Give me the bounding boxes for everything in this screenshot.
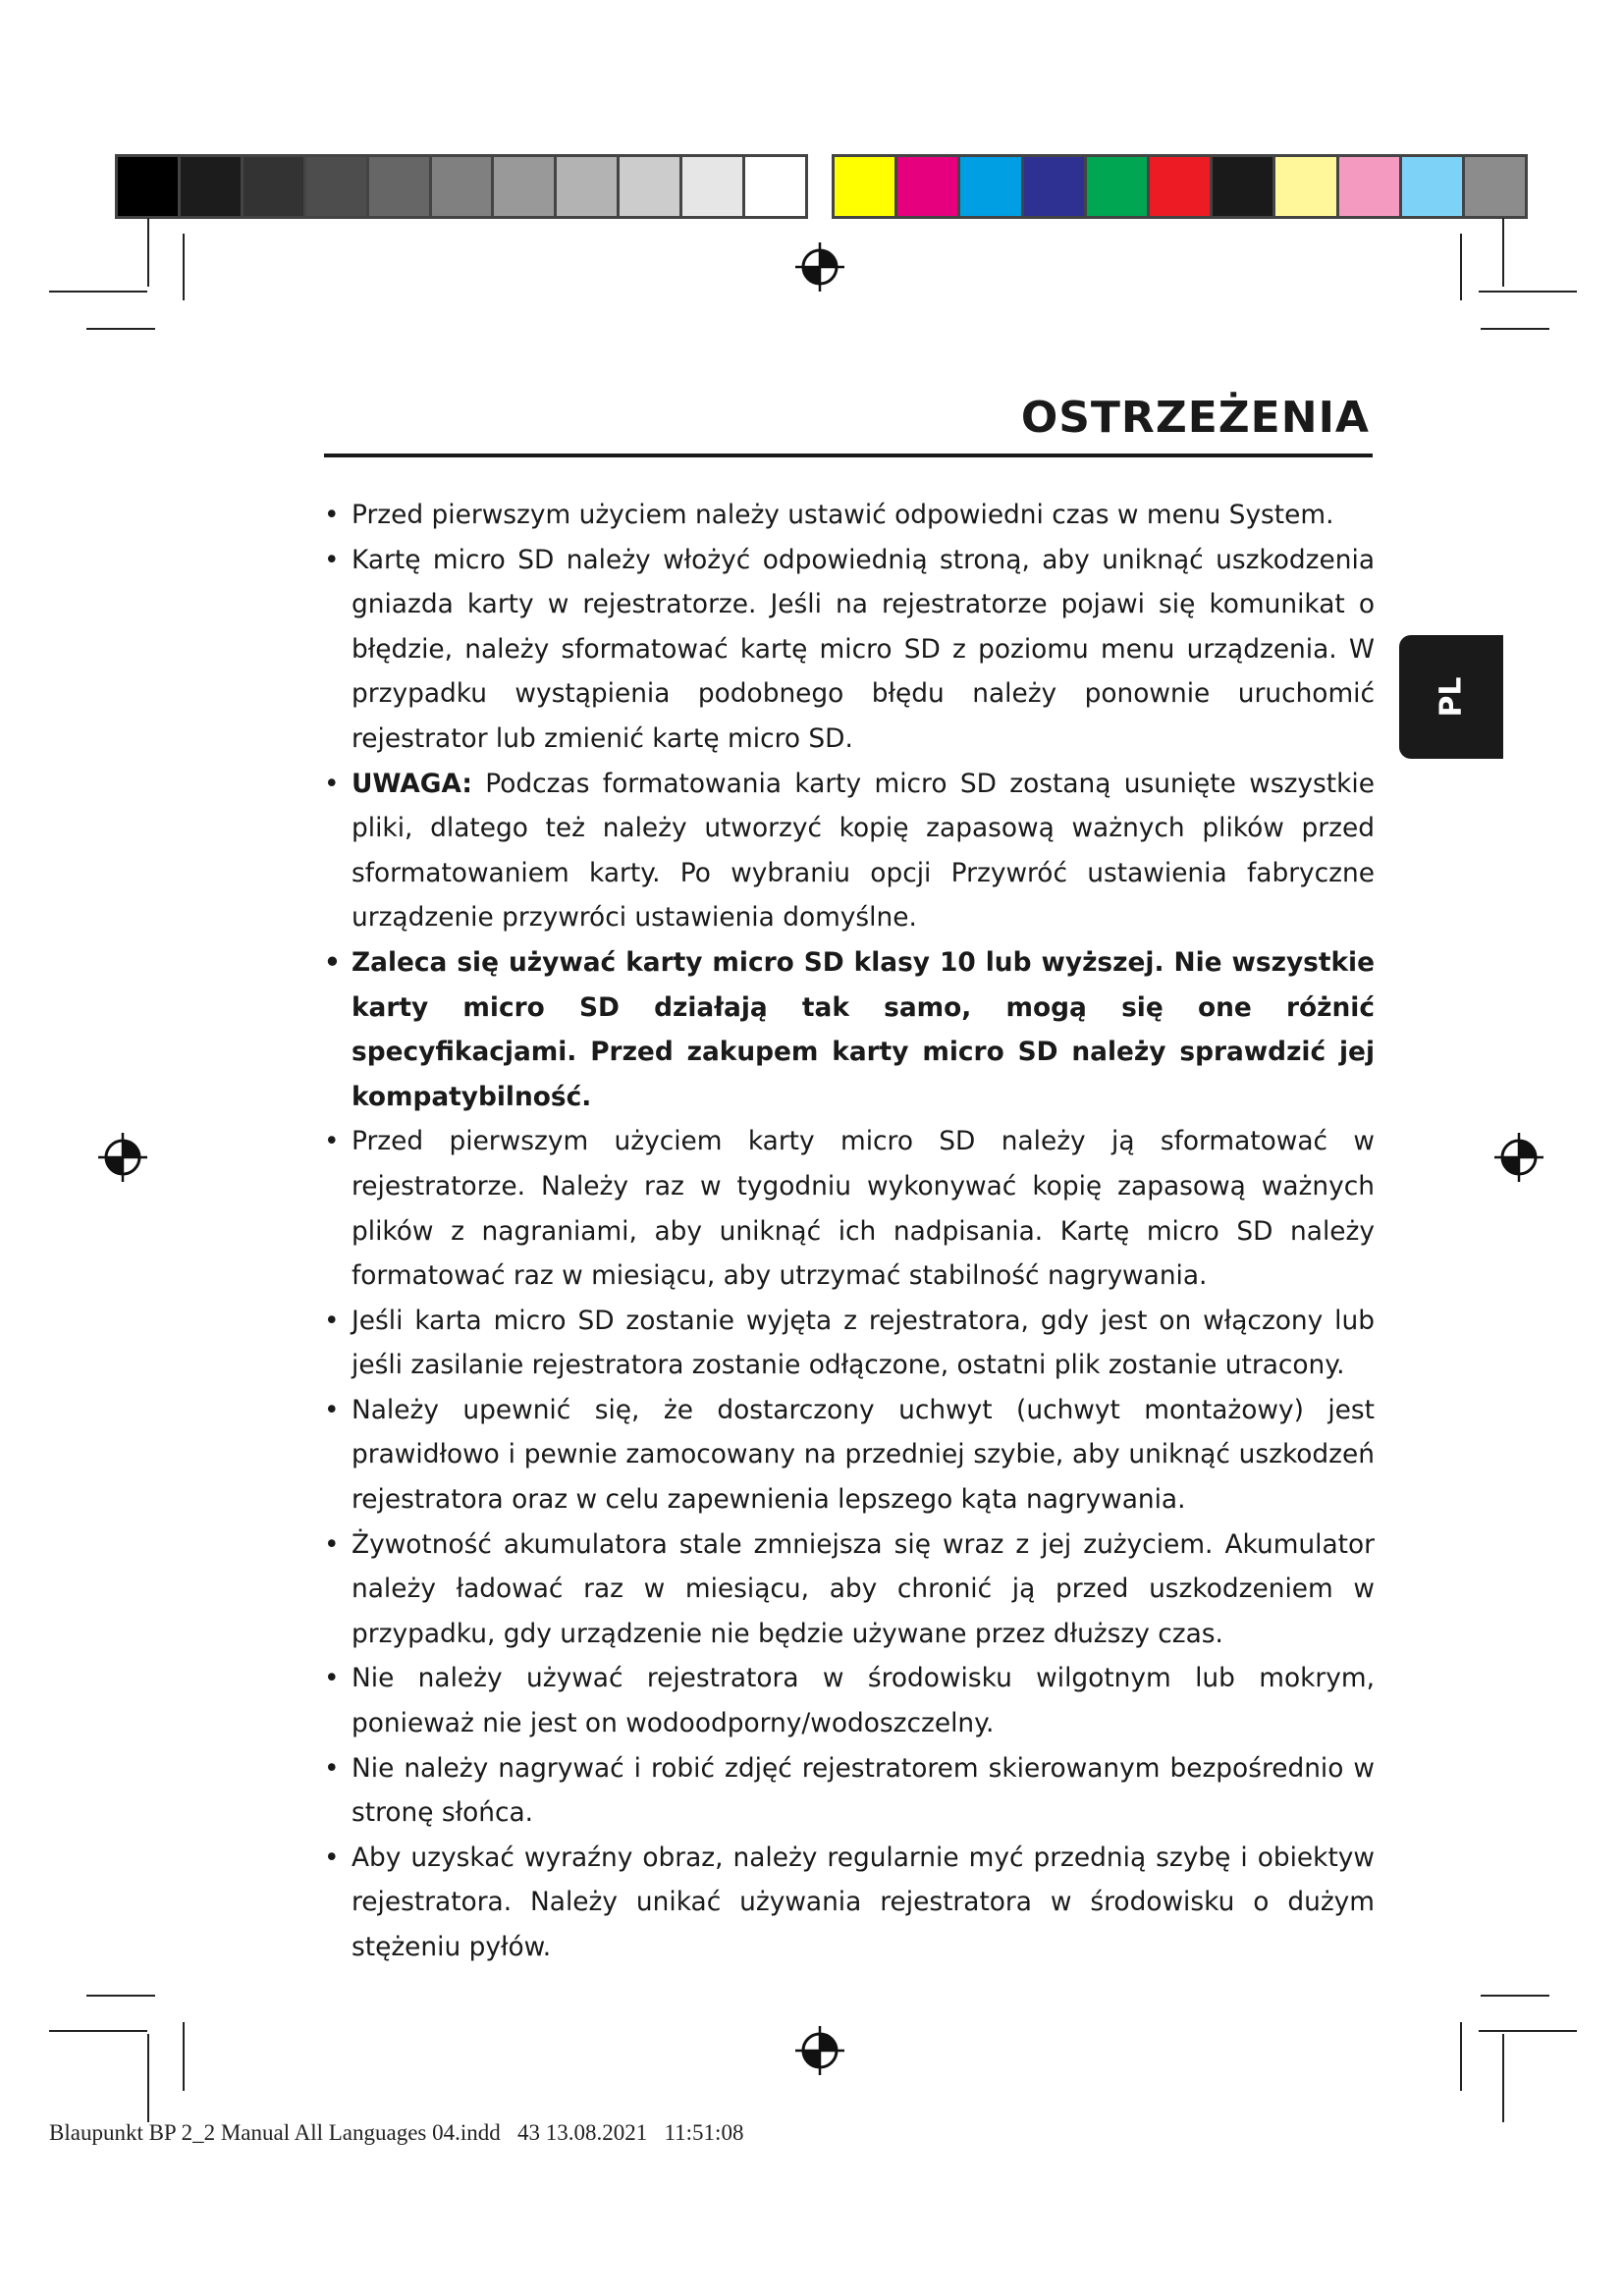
color-swatch (1213, 157, 1275, 216)
warning-text: Kartę micro SD należy włożyć odpowiednią stroną, aby uniknąć uszkodzenia gniazda karty w rejestratorze. Jeśli na rejestratorze pojawi się komunikat o błędzie, należy sformatować kartę micro SD z poziomu menu urządzenia. W przypadku wystąpienia podobnego błędu należy ponownie uruchomić rejestrator lub zmienić kartę micro SD. (352, 544, 1375, 754)
list-item (314, 1836, 1375, 1970)
list-item (314, 762, 1375, 940)
registration-mark-icon (793, 2024, 846, 2077)
grayscale-calibration-bar (115, 154, 808, 219)
warning-text: Przed pierwszym użyciem karty micro SD należy ją sformatować w rejestratorze. Należy raz w tygodniu wykonywać kopię zapasową ważnych plików z nagraniami, aby uniknąć ich nadpisania. Kartę micro SD należy formatować raz w miesiącu, aby utrzymać stabilność nagrywania. (352, 1126, 1375, 1292)
gray-swatch (557, 157, 620, 216)
gray-swatch (306, 157, 369, 216)
language-tab (1399, 635, 1503, 759)
gray-swatch (118, 157, 181, 216)
slug-page: 43 (517, 2120, 541, 2145)
list-item (314, 1299, 1375, 1388)
gray-swatch (682, 157, 745, 216)
crop-mark (1479, 2030, 1577, 2032)
crop-mark (1481, 1995, 1549, 1997)
page-title: OSTRZEŻENIA (1020, 393, 1370, 443)
color-swatch (1275, 157, 1338, 216)
list-item (314, 538, 1375, 762)
color-swatch (835, 157, 897, 216)
gray-swatch (244, 157, 306, 216)
crop-mark (1479, 291, 1577, 293)
warning-text: Nie należy nagrywać i robić zdjęć rejestratorem skierowanym bezpośrednio w stronę słońca. (352, 1752, 1375, 1829)
color-swatch (897, 157, 960, 216)
color-swatch (1339, 157, 1402, 216)
crop-mark (49, 291, 147, 293)
crop-mark (1460, 234, 1462, 300)
print-slug (49, 2120, 743, 2146)
color-swatch (1465, 157, 1525, 216)
crop-mark (1460, 2022, 1462, 2091)
warning-text: Należy upewnić się, że dostarczony uchwyt (uchwyt montażowy) jest prawidłowo i pewnie zamocowany na przedniej szybie, aby uniknąć uszkodzeń rejestratora oraz w celu zapewnienia lepszego kąta nagrywania. (352, 1394, 1375, 1516)
list-item (314, 1119, 1375, 1298)
list-item (314, 1746, 1375, 1836)
color-calibration-bar (832, 154, 1528, 219)
crop-mark (1481, 328, 1549, 330)
language-tab-label: PL (1434, 676, 1469, 718)
slug-file: Blaupunkt BP 2_2 Manual All Languages 04.indd (49, 2120, 501, 2145)
warning-text: Przed pierwszym użyciem należy ustawić odpowiedni czas w menu System. (352, 500, 1334, 530)
list-item (314, 1656, 1375, 1745)
crop-mark (86, 328, 155, 330)
crop-mark (1502, 2034, 1504, 2122)
warning-text: Jeśli karta micro SD zostanie wyjęta z rejestratora, gdy jest on włączony lub jeśli zasilanie rejestratora zostanie odłączone, ostatni plik zostanie utracony. (352, 1305, 1375, 1381)
gray-swatch (181, 157, 244, 216)
warning-text: Podczas formatowania karty micro SD zostaną usunięte wszystkie pliki, dlatego też należy utworzyć kopię zapasową ważnych plików przed sformatowaniem karty. Po wybraniu opcji Przywróć ustawienia fabryczne urządzenie przywróci ustawienia domyślne. (352, 768, 1375, 934)
crop-mark (86, 1995, 155, 1997)
color-swatch (1402, 157, 1465, 216)
gray-swatch (494, 157, 557, 216)
slug-time: 11:51:08 (664, 2120, 744, 2145)
color-swatch (1087, 157, 1150, 216)
color-swatch (1150, 157, 1213, 216)
gray-swatch (369, 157, 432, 216)
list-item (314, 493, 1375, 538)
warning-text: Zaleca się używać karty micro SD klasy 10 lub wyższej. Nie wszystkie karty micro SD działają tak samo, mogą się one różnić specyfikacjami. Przed zakupem karty micro SD należy sprawdzić jej kompatybilność. (352, 946, 1375, 1112)
crop-mark (147, 2034, 149, 2122)
title-underline (324, 454, 1373, 457)
warning-label: UWAGA: (352, 768, 472, 799)
list-item (314, 1522, 1375, 1657)
color-swatch (1024, 157, 1087, 216)
slug-date: 13.08.2021 (545, 2120, 648, 2145)
gray-swatch (745, 157, 805, 216)
list-item (314, 1388, 1375, 1522)
registration-mark-icon (96, 1131, 149, 1184)
color-swatch (960, 157, 1023, 216)
crop-mark (183, 234, 185, 300)
warnings-list (314, 493, 1375, 1970)
registration-mark-icon (1492, 1131, 1545, 1184)
crop-mark (49, 2030, 147, 2032)
gray-swatch (620, 157, 682, 216)
crop-mark (1502, 218, 1504, 287)
crop-mark (147, 218, 149, 287)
warning-text: Aby uzyskać wyraźny obraz, należy regularnie myć przednią szybę i obiektyw rejestratora. Należy unikać używania rejestratora w środowisku o dużym stężeniu pyłów. (352, 1842, 1375, 1962)
list-item (314, 940, 1375, 1119)
warning-text: Nie należy używać rejestratora w środowisku wilgotnym lub mokrym, ponieważ nie jest on wodoodporny/wodoszczelny. (352, 1663, 1375, 1739)
warning-text: Żywotność akumulatora stale zmniejsza się wraz z jej zużyciem. Akumulator należy ładować raz w miesiącu, aby chronić ją przed uszkodzeniem w przypadku, gdy urządzenie nie będzie używane przez dłuższy czas. (352, 1528, 1375, 1649)
crop-mark (183, 2022, 185, 2091)
gray-swatch (432, 157, 495, 216)
registration-mark-icon (793, 240, 846, 294)
